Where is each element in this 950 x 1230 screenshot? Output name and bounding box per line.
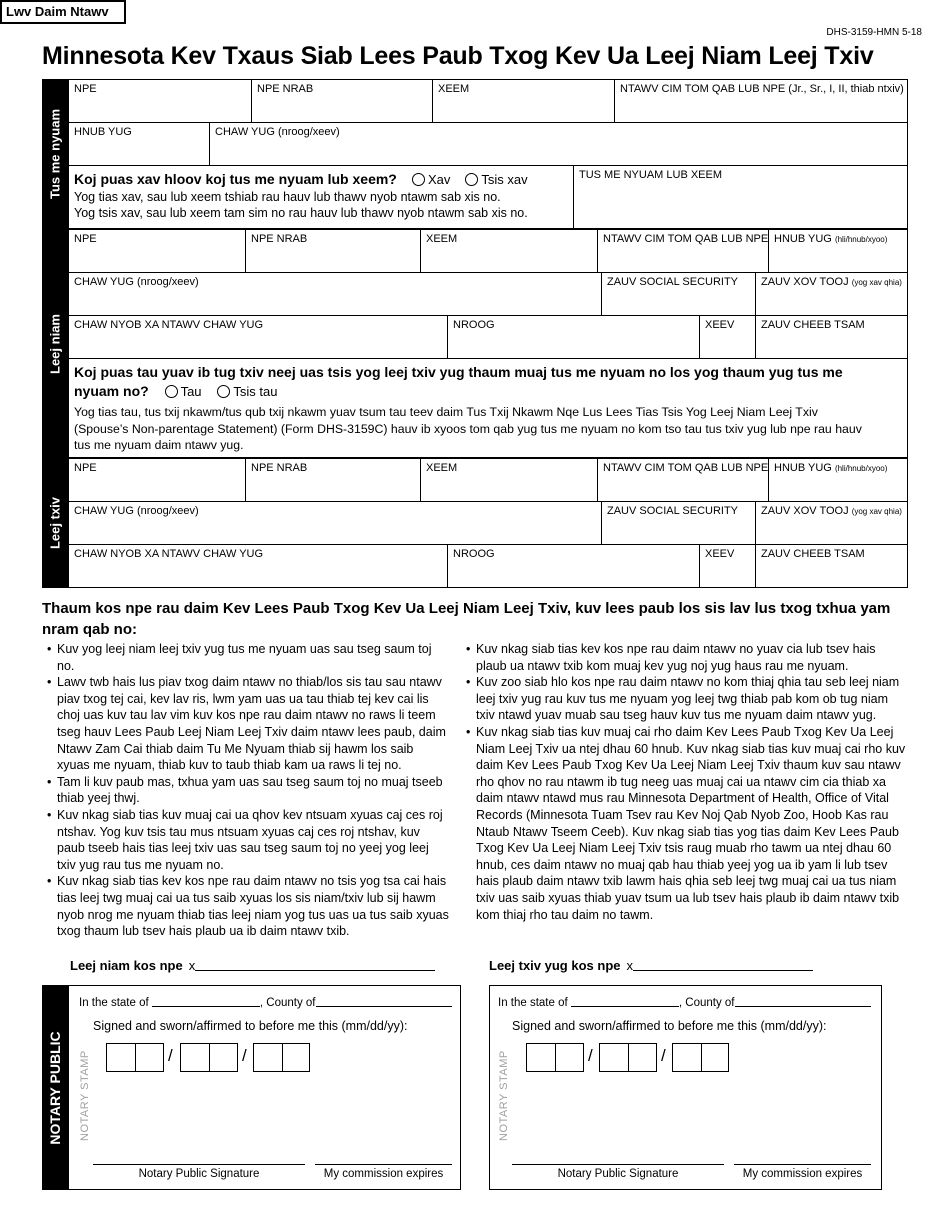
child-section — [68, 79, 908, 229]
notary-box-mother — [68, 985, 461, 1190]
father-section — [68, 458, 908, 588]
father-last-name-field[interactable]: XEEM — [420, 458, 598, 502]
father-ssn-field[interactable]: ZAUV SOCIAL SECURITY — [601, 501, 756, 545]
mother-suffix-field[interactable]: NTAWV CIM TOM QAB LUB NPE — [597, 229, 769, 273]
commission-line[interactable] — [315, 1164, 452, 1165]
bullet-item: • Kuv nkag siab tias kev kos npe rau daim ntawv no tsis yog tsa cai hais tias leej twg muaj cai ua tus saib xyuas los sis niam/txiv lub sij hawm nyob nrog me nyuam thiab tias leej niam yog tus uas ua tus saib xyuas txog thaum lub tsev hais plaub ua ib daim ntawv txib. — [44, 873, 449, 939]
instructions-heading: Thaum kos npe rau daim Kev Lees Paub Txog Kev Ua Leej Niam Leej Txiv, kuv lees paub los sis lav lus txog txhua yam nram qab no: — [42, 600, 891, 638]
surname-question-text: Koj puas xav hloov koj tus me nyuam lub xeem? — [74, 171, 397, 187]
notary-signature-line[interactable] — [93, 1164, 305, 1165]
date-slash: / — [588, 1046, 593, 1065]
father-city-field[interactable]: NROOG — [447, 544, 700, 588]
mother-zip-field[interactable]: ZAUV CHEEB TSAM — [755, 315, 908, 359]
notary-section-label: NOTARY PUBLIC — [42, 985, 68, 1190]
mother-state-field[interactable]: XEEV — [699, 315, 756, 359]
mother-married-question — [68, 358, 908, 458]
notary-day-box[interactable] — [599, 1043, 657, 1072]
married-question-text: Koj puas tau yuav ib tug txiv neej uas tsis yog leej txiv yug thaum muaj tus me nyuam no los yog thaum yug tus me nyuam no? — [74, 364, 843, 399]
mother-ssn-field[interactable]: ZAUV SOCIAL SECURITY — [601, 272, 756, 316]
mother-birth-date-field[interactable]: HNUB YUG (hli/hnub/xyoo) — [768, 229, 908, 273]
bullet-item: • Kuv zoo siab hlo kos npe rau daim ntawv no kom thiaj qhia tau seb leej niam leej txiv yug rau kuv tus me nyuam yog leej twg thiab pab kom ob tug niam txiv ntawd yuav muab sau tseg hauv kuv tus me nyuam daim ntawv yug. — [463, 674, 908, 724]
notary-state-county[interactable]: In the state of , County of — [79, 997, 452, 1009]
bullets-right — [463, 641, 908, 923]
surname-yes-radio[interactable] — [412, 173, 425, 186]
child-first-name-field[interactable]: NPE — [68, 79, 252, 123]
notary-signature-caption: Notary Public Signature — [138, 1168, 260, 1180]
surname-no-label: Tsis xav — [481, 172, 528, 187]
child-surname-question — [68, 165, 574, 229]
form-tab-label: Lwv Daim Ntawv — [0, 0, 126, 24]
bullet-item: • Kuv nkag siab tias kuv muaj cai ua qhov kev ntsuam xyuas caj ces roj ntshav. Yog kuv tsis tau mus ntsuam xyuas caj ces roj ntshav, kuv paub tseeb hais tias leej txiv uas sau tseg saum toj no yeej yog leej txiv yug rau tus me nyuam no. — [44, 807, 449, 873]
notary-sworn-text: Signed and sworn/affirmed to before me this (mm/dd/yy): — [512, 1019, 827, 1033]
child-surname-field[interactable]: TUS ME NYUAM LUB XEEM — [573, 165, 908, 229]
mother-section-label: Leej niam — [42, 229, 68, 458]
date-slash: / — [661, 1046, 666, 1065]
notary-state-county[interactable]: In the state of , County of — [498, 997, 871, 1009]
date-slash: / — [168, 1046, 173, 1065]
father-phone-field[interactable]: ZAUV XOV TOOJ (yog xav qhia) — [755, 501, 908, 545]
married-no-label: Tsis tau — [233, 384, 278, 399]
father-first-name-field[interactable]: NPE — [68, 458, 246, 502]
notary-month-box[interactable] — [106, 1043, 164, 1072]
father-birth-place-field[interactable]: CHAW YUG (nroog/xeev) — [68, 501, 602, 545]
surname-note-no: Yog tsis xav, sau lub xeem tam sim no rau hauv lub thawv nyob ntawm sab xis no. — [74, 205, 528, 220]
mother-section — [68, 229, 908, 458]
mother-phone-field[interactable]: ZAUV XOV TOOJ (yog xav qhia) — [755, 272, 908, 316]
child-birth-place-field[interactable]: CHAW YUG (nroog/xeev) — [209, 122, 908, 166]
surname-yes-label: Xav — [427, 172, 451, 187]
notary-stamp-area: NOTARY STAMP — [498, 1050, 510, 1141]
father-zip-field[interactable]: ZAUV CHEEB TSAM — [755, 544, 908, 588]
child-last-name-field[interactable]: XEEM — [432, 79, 615, 123]
mother-last-name-field[interactable]: XEEM — [420, 229, 598, 273]
surname-note-yes: Yog tias xav, sau lub xeem tshiab rau hauv lub thawv nyob ntawm sab xis no. — [74, 190, 501, 204]
child-birth-date-field[interactable]: HNUB YUG — [68, 122, 210, 166]
father-middle-name-field[interactable]: NPE NRAB — [245, 458, 421, 502]
mother-city-field[interactable]: NROOG — [447, 315, 700, 359]
father-state-field[interactable]: XEEV — [699, 544, 756, 588]
commission-caption: My commission expires — [742, 1168, 863, 1180]
bullet-item: • Tam li kuv paub mas, txhua yam uas sau tseg saum toj no muaj tseeb thiab yeej thwj. — [44, 774, 449, 807]
mother-address-field[interactable]: CHAW NYOB XA NTAWV CHAW YUG — [68, 315, 448, 359]
father-suffix-field[interactable]: NTAWV CIM TOM QAB LUB NPE — [597, 458, 769, 502]
notary-day-box[interactable] — [180, 1043, 238, 1072]
bullet-item: • Kuv yog leej niam leej txiv yug tus me nyuam uas sau tseg saum toj no. — [44, 641, 449, 674]
bullet-item: • Kuv nkag siab tias kev kos npe rau daim ntawv no yuav cia lub tsev hais plaub ua ntawv txib kom muaj kev yug noj yug haus rau me nyuam. — [463, 641, 908, 674]
date-slash: / — [242, 1046, 247, 1065]
commission-line[interactable] — [734, 1164, 871, 1165]
notary-box-father — [489, 985, 882, 1190]
notary-month-box[interactable] — [526, 1043, 584, 1072]
bullet-item: • Lawv twb hais lus piav txog daim ntawv no thiab/los sis tau sau ntawv piav txog tej cai, kev lav ris, lwm yam uas ua tau thiab tej kev cai lis choj uas kuv tau lav vim kuv kos npe rau daim ntawv no raws li teem tseg hauv Lees Paub Leej Niam Leej Txiv daim ntawv lees paub, daim Ntawv Zam Cai thiab daim Tu Me Nyuam thiab sij hawm los saib xyuas me nyuam, thiab kuv to taub thiab kam ua raws li tej no. — [44, 674, 449, 774]
mother-first-name-field[interactable]: NPE — [68, 229, 246, 273]
mother-signature-line[interactable]: Leej niam kos npe x — [70, 958, 435, 973]
child-middle-name-field[interactable]: NPE NRAB — [251, 79, 433, 123]
form-id: DHS-3159-HMN 5-18 — [826, 27, 922, 38]
bullets-left — [44, 641, 449, 940]
father-birth-date-field[interactable]: HNUB YUG (hli/hnub/xyoo) — [768, 458, 908, 502]
father-signature-line[interactable]: Leej txiv yug kos npe x — [489, 958, 813, 973]
surname-no-radio[interactable] — [465, 173, 478, 186]
married-yes-label: Tau — [180, 384, 202, 399]
married-yes-radio[interactable] — [165, 385, 178, 398]
child-suffix-field[interactable]: NTAWV CIM TOM QAB LUB NPE (Jr., Sr., I, II, thiab ntxiv) — [614, 79, 908, 123]
married-note: Yog tias tau, tus txij nkawm/tus qub txij nkawm yuav tsum tau teev daim Tus Txij Nkawm Nqe Lus Lees Tias Tsis Yog Leej Niam Leej Txiv (Spouse’s Non-parentage Statement) (Form DHS-3159C) hauv ib xyoos tom qab yug tus me nyuam no kom tso tau tus txiv yug lub npe rau hauv tus me nyuam daim ntawv yug. — [74, 405, 862, 452]
commission-caption: My commission expires — [323, 1168, 444, 1180]
mother-middle-name-field[interactable]: NPE NRAB — [245, 229, 421, 273]
notary-year-box[interactable] — [672, 1043, 729, 1072]
child-section-label: Tus me nyuam — [42, 79, 68, 229]
married-no-radio[interactable] — [217, 385, 230, 398]
notary-year-box[interactable] — [253, 1043, 310, 1072]
mother-birth-place-field[interactable]: CHAW YUG (nroog/xeev) — [68, 272, 602, 316]
bullet-item: • Kuv nkag siab tias kuv muaj cai rho daim Kev Lees Paub Txog Kev Ua Leej Niam Leej Txiv ua ntej dhau 60 hnub. Kuv nkag siab tias kuv muaj cai rho kuv daim Kev Lees Paub Txog Kev Ua Leej Niam Leej Txiv thaum kuv sau ntawv rho qhov no rau ntawm ib tug neeg uas muaj cai ua ntawv cim cia thiab xa daim ntawv ntawd mus rau Minnesota Department of Health, Office of Vital Records (Minnesota Tuam Tsev rau Kev Noj Qab Nyob Zoo, Hoob Kas rau Ntaub Ntawv Tseem Ceeb). Kuv nkag siab tias yog tias daim Kev Lees Paub Txog Kev Ua Leej Niam Leej Txiv tsis raug muab rho tawm ua ntej dhau 60 hnub, ces daim ntawv no muaj qab hau thiab yeej yog ua ib yam li lub tsev hais plaub daim ntawv txib lawm hais qhia seb leej twg muaj cai ua tus niam txiv uas saib xyuas thiab yuav tsum ua lub tsev hais plaub ib daim ntawv txib kom thiaj rho tau daim no tawm. — [463, 724, 908, 923]
notary-stamp-area: NOTARY STAMP — [79, 1050, 91, 1141]
notary-signature-line[interactable] — [512, 1164, 724, 1165]
page-title: Minnesota Kev Txaus Siab Lees Paub Txog Kev Ua Leej Niam Leej Txiv — [42, 42, 874, 70]
father-address-field[interactable]: CHAW NYOB XA NTAWV CHAW YUG — [68, 544, 448, 588]
notary-sworn-text: Signed and sworn/affirmed to before me this (mm/dd/yy): — [93, 1019, 408, 1033]
father-section-label: Leej txiv — [42, 458, 68, 588]
notary-signature-caption: Notary Public Signature — [557, 1168, 679, 1180]
